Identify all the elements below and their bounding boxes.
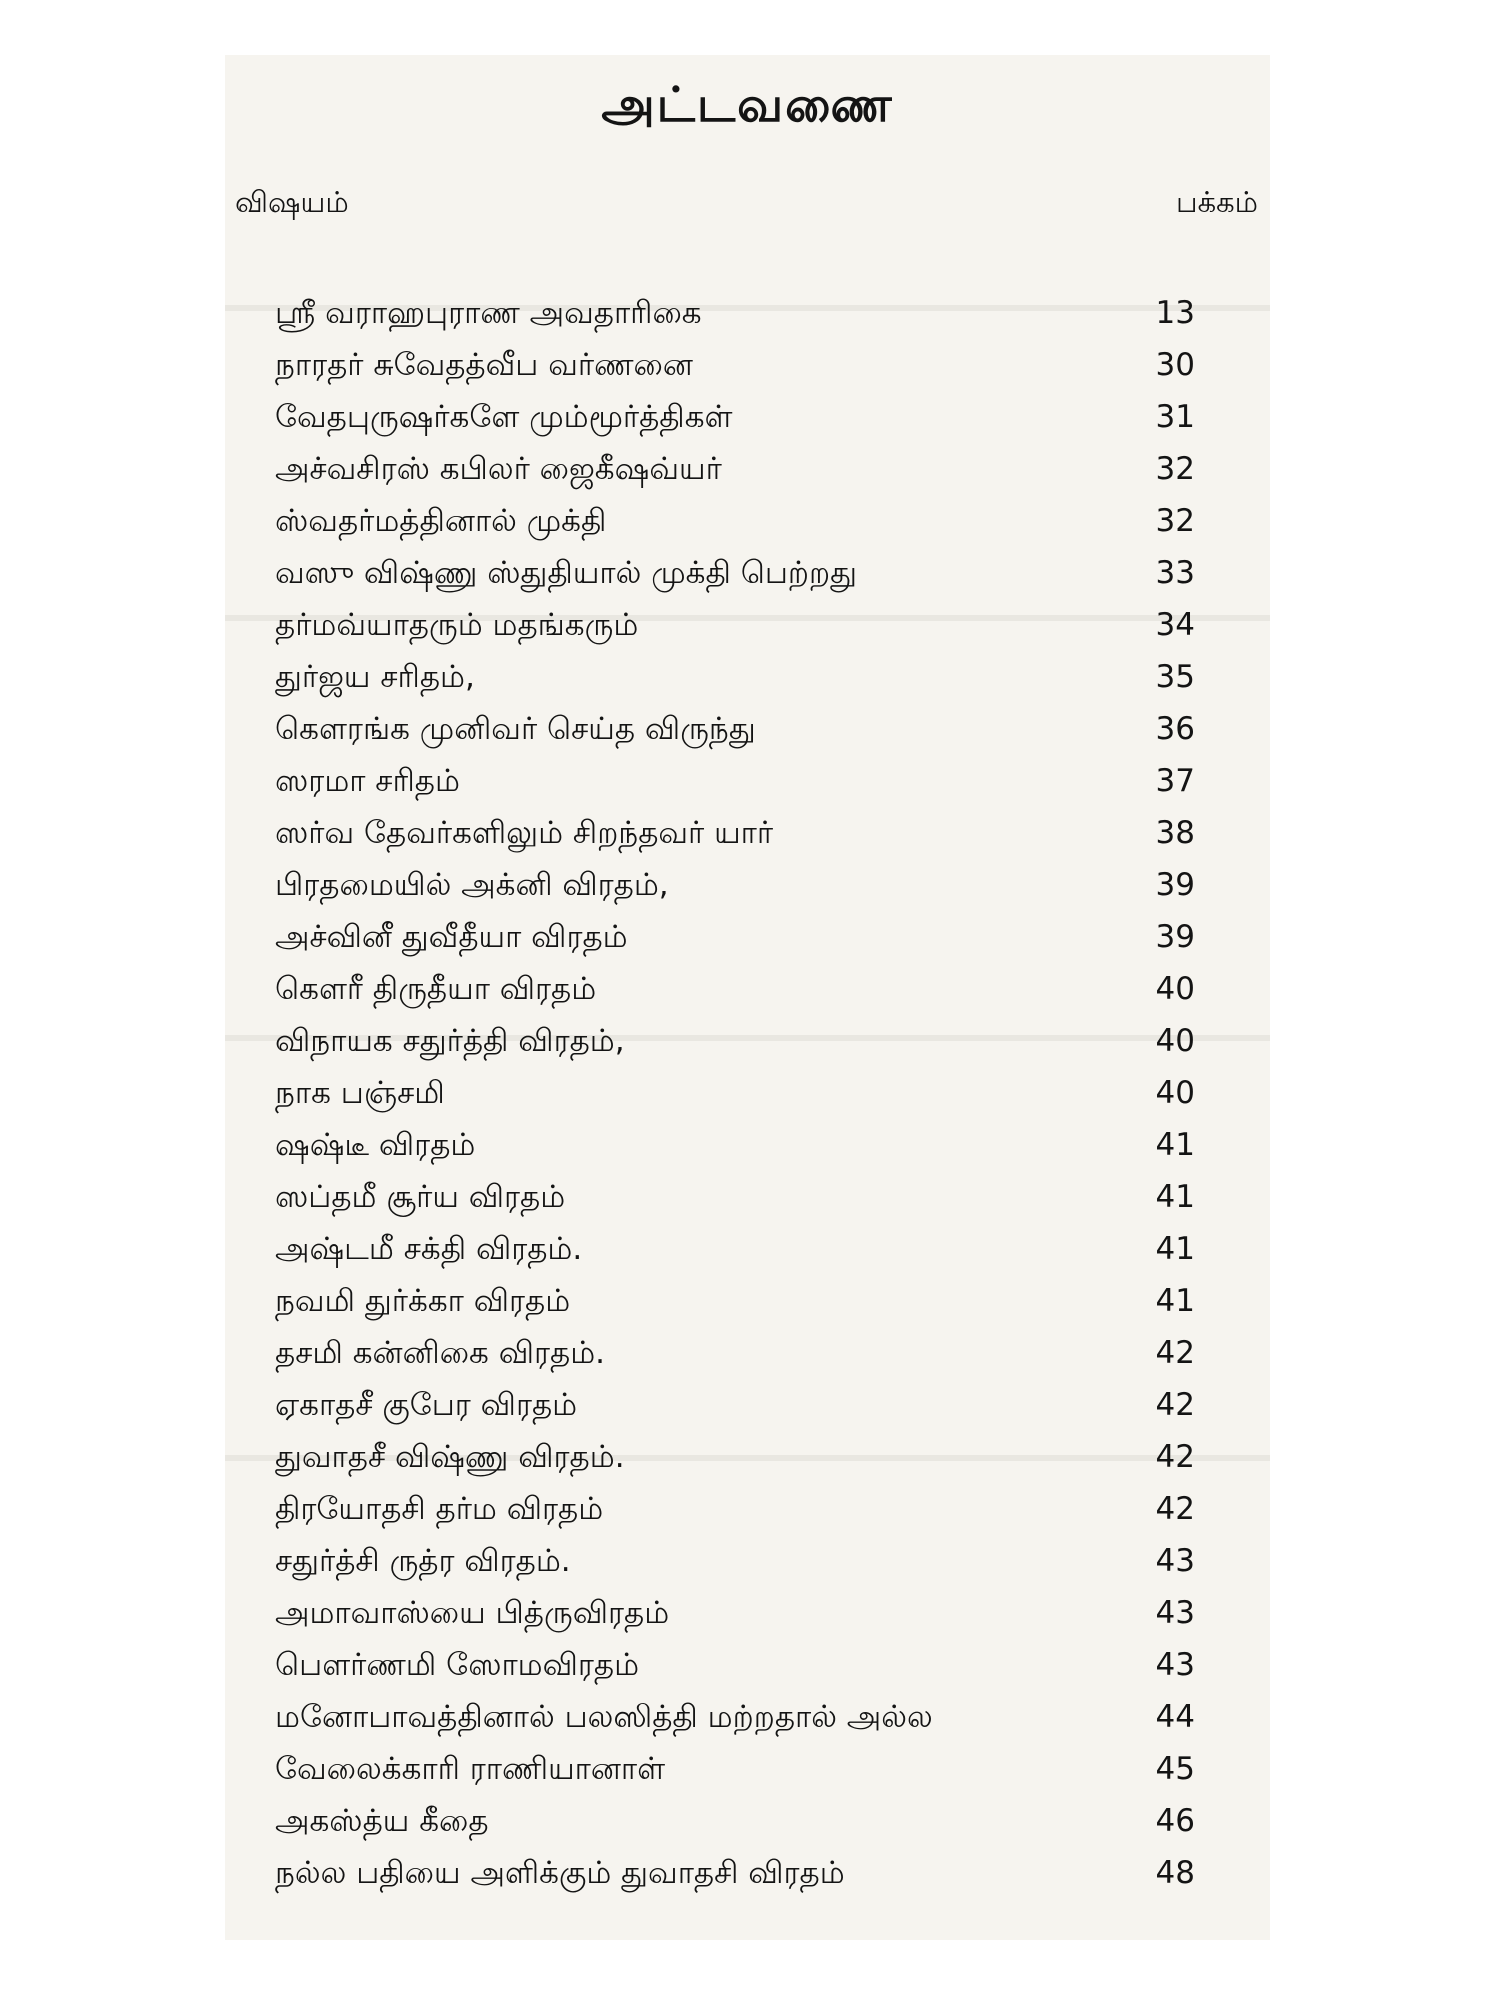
toc-entry-page: 43: [1155, 1543, 1195, 1579]
toc-entry: [275, 1015, 1235, 1067]
toc-entry: [275, 1431, 1235, 1483]
toc-entry-title: மனோபாவத்தினால் பலஸித்தி மற்றதால் அல்ல: [275, 1699, 933, 1735]
toc-entry-title: வேதபுருஷர்களே மும்மூர்த்திகள்: [275, 399, 733, 435]
toc-entry: [275, 547, 1235, 599]
toc-entry-title: ஸப்தமீ சூர்ய விரதம்: [275, 1179, 566, 1215]
toc-entry: [275, 391, 1235, 443]
toc-entry-page: 40: [1155, 1075, 1195, 1111]
toc-entry-title: கௌரங்க முனிவர் செய்த விருந்து: [275, 711, 756, 747]
toc-entry-page: 40: [1155, 971, 1195, 1007]
toc-entry-page: 37: [1155, 763, 1195, 799]
toc-entry-page: 43: [1155, 1595, 1195, 1631]
toc-entry-page: 46: [1155, 1803, 1195, 1839]
toc-entry: [275, 1067, 1235, 1119]
toc-entry: [275, 1847, 1235, 1899]
toc-entry-title: ஸ்ரீ வராஹபுராண அவதாரிகை: [275, 295, 702, 331]
page-title: அட்டவணை: [601, 77, 894, 133]
toc-entry-page: 13: [1155, 295, 1195, 331]
toc-entry-page: 36: [1155, 711, 1195, 747]
toc-entry-title: சதுர்த்சி ருத்ர விரதம்.: [275, 1543, 571, 1579]
toc-entry: [275, 443, 1235, 495]
toc-entry: [275, 703, 1235, 755]
toc-entry-page: 33: [1155, 555, 1195, 591]
toc-entry-title: வஸு விஷ்ணு ஸ்துதியால் முக்தி பெற்றது: [275, 555, 857, 591]
toc-entry-page: 39: [1155, 919, 1195, 955]
toc-entry: [275, 339, 1235, 391]
toc-entry: [275, 1119, 1235, 1171]
toc-entry: [275, 1223, 1235, 1275]
column-header-subject: விஷயம்: [235, 185, 349, 219]
toc-entry-title: அச்வசிரஸ் கபிலர் ஜைகீஷவ்யர்: [275, 451, 722, 487]
toc-entry-title: ஸரமா சரிதம்: [275, 763, 460, 799]
toc-entry-page: 45: [1155, 1751, 1195, 1787]
toc-entry: [275, 287, 1235, 339]
toc-entry: [275, 1171, 1235, 1223]
toc-entry-title: விநாயக சதுர்த்தி விரதம்,: [275, 1023, 625, 1059]
toc-entry: [275, 1639, 1235, 1691]
toc-entry-page: 42: [1155, 1491, 1195, 1527]
toc-entry-title: அகஸ்த்ய கீதை: [275, 1803, 489, 1839]
toc-entry-page: 31: [1155, 399, 1195, 435]
toc-entry-page: 41: [1155, 1127, 1195, 1163]
toc-entry-page: 41: [1155, 1231, 1195, 1267]
toc-entry-title: ஸர்வ தேவர்களிலும் சிறந்தவர் யார்: [275, 815, 774, 851]
toc-entry-page: 39: [1155, 867, 1195, 903]
toc-entry-title: கௌரீ திருதீயா விரதம்: [275, 971, 597, 1007]
toc-entry-title: நல்ல பதியை அளிக்கும் துவாதசி விரதம்: [275, 1855, 845, 1891]
toc-entry: [275, 1587, 1235, 1639]
toc-entry: [275, 495, 1235, 547]
toc-entry: [275, 1795, 1235, 1847]
toc-entry-page: 32: [1155, 451, 1195, 487]
toc-entry-title: ஷஷ்டீ விரதம்: [275, 1127, 476, 1163]
toc-entry: [275, 1379, 1235, 1431]
toc-entry: [275, 1691, 1235, 1743]
toc-entry-title: திரயோதசி தர்ம விரதம்: [275, 1491, 604, 1527]
toc-entry-page: 44: [1155, 1699, 1195, 1735]
toc-entry-page: 42: [1155, 1335, 1195, 1371]
toc-entry-title: பௌர்ணமி ஸோமவிரதம்: [275, 1647, 640, 1683]
toc-entry-title: ஸ்வதர்மத்தினால் முக்தி: [275, 503, 607, 539]
toc-entry: [275, 807, 1235, 859]
toc-entry-page: 40: [1155, 1023, 1195, 1059]
toc-entry: [275, 1327, 1235, 1379]
toc-entry-title: அஷ்டமீ சக்தி விரதம்.: [275, 1231, 583, 1267]
toc-entry-page: 30: [1155, 347, 1195, 383]
toc-entry-page: 42: [1155, 1387, 1195, 1423]
toc-entry-page: 41: [1155, 1179, 1195, 1215]
toc-entry: [275, 859, 1235, 911]
toc-entry-page: 38: [1155, 815, 1195, 851]
toc-entry-title: அமாவாஸ்யை பித்ருவிரதம்: [275, 1595, 670, 1631]
toc-entry: [275, 1483, 1235, 1535]
toc-entry: [275, 651, 1235, 703]
toc-entry-title: தசமி கன்னிகை விரதம்.: [275, 1335, 605, 1371]
toc-entry-title: வேலைக்காரி ராணியானாள்: [275, 1751, 666, 1787]
toc-entry-title: நவமி துர்க்கா விரதம்: [275, 1283, 571, 1319]
toc-entry-title: நாரதர் சுவேதத்வீப வர்ணனை: [275, 347, 693, 383]
toc-entry-title: பிரதமையில் அக்னி விரதம்,: [275, 867, 669, 903]
toc-entry: [275, 911, 1235, 963]
toc-entry-page: 35: [1155, 659, 1195, 695]
toc-entry-title: ஏகாதசீ குபேர விரதம்: [275, 1387, 578, 1423]
toc-entry-page: 32: [1155, 503, 1195, 539]
table-of-contents: [275, 287, 1235, 1899]
toc-entry-page: 34: [1155, 607, 1195, 643]
toc-entry-title: அச்வினீ துவீதீயா விரதம்: [275, 919, 628, 955]
toc-entry: [275, 1535, 1235, 1587]
toc-entry-page: 42: [1155, 1439, 1195, 1475]
toc-entry-page: 41: [1155, 1283, 1195, 1319]
toc-entry-title: நாக பஞ்சமி: [275, 1075, 445, 1111]
toc-entry: [275, 1275, 1235, 1327]
toc-entry: [275, 599, 1235, 651]
toc-entry: [275, 963, 1235, 1015]
toc-entry: [275, 755, 1235, 807]
toc-entry-title: துவாதசீ விஷ்ணு விரதம்.: [275, 1439, 625, 1475]
toc-entry: [275, 1743, 1235, 1795]
toc-entry-title: துர்ஜய சரிதம்,: [275, 659, 475, 695]
toc-entry-title: தர்மவ்யாதரும் மதங்கரும்: [275, 607, 639, 643]
toc-entry-page: 48: [1155, 1855, 1195, 1891]
column-header-page: பக்கம்: [1175, 185, 1258, 219]
toc-entry-page: 43: [1155, 1647, 1195, 1683]
book-page: [225, 55, 1270, 1940]
